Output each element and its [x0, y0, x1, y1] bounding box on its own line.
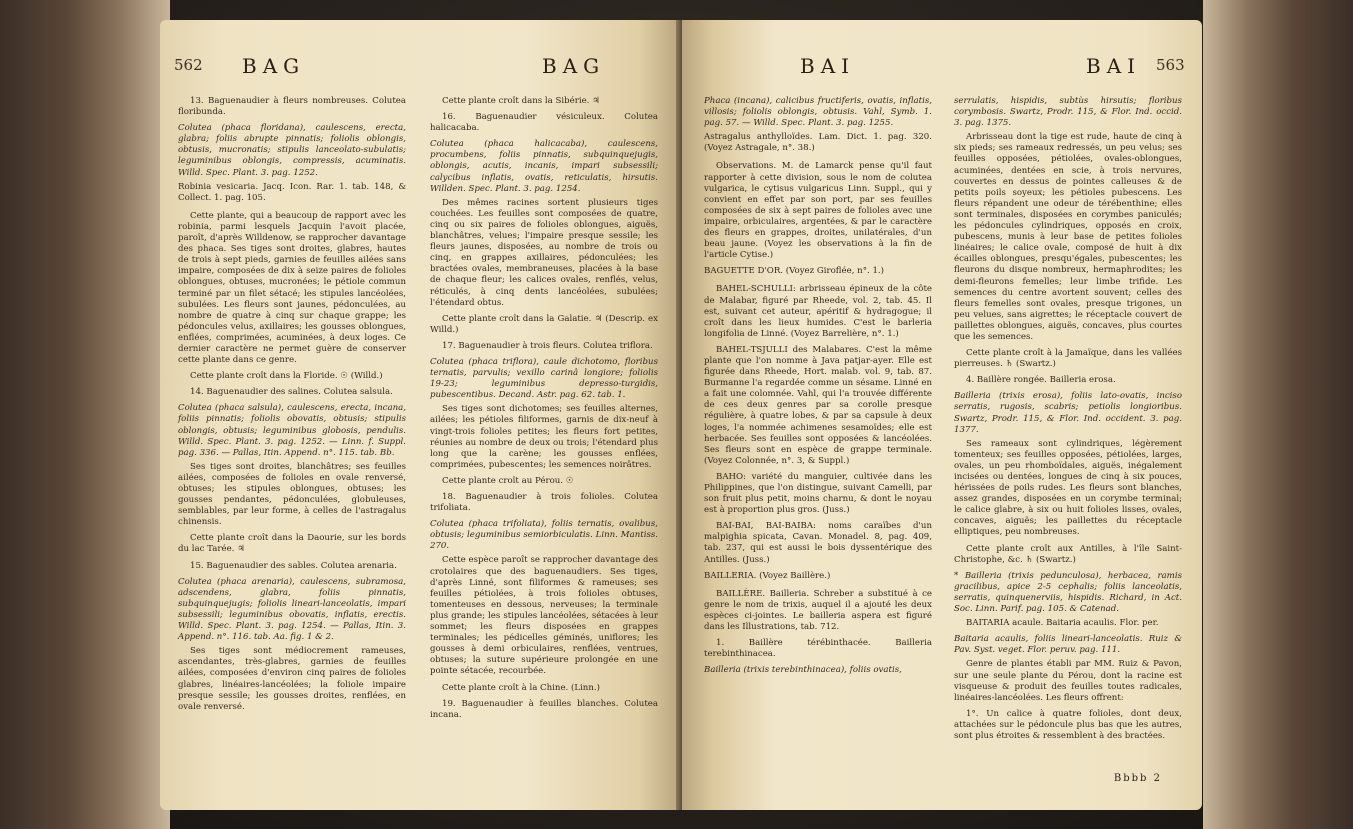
paragraph: 19. Baguenaudier à feuilles blanches. Colutea incana. [430, 698, 658, 720]
paragraph: Colutea (phaca trifoliata), foliis ternatis, ovalibus, obtusis; leguminibus semiorbiculatis. Linn. Mantiss. 270. [430, 519, 658, 552]
book-edge-right [1203, 0, 1353, 829]
book-edge-left [0, 0, 170, 829]
paragraph: 14. Baguenaudier des salines. Colutea salsula. [190, 387, 393, 398]
paragraph: BAHO: variété du manguier, cultivée dans les Philippines, que l'on distingue, suivant Camelli, par son fruit plus petit, moins charnu, & dont le noyau est à proportion plus gros. (Juss.) [704, 471, 932, 516]
paragraph: 1°. Un calice à quatre folioles, dont deux, attachées sur le pédoncule plus bas que les autres, sont plus étroites & ressemblent à des bractées. [954, 708, 1182, 741]
left-running-head-right: BAG [542, 54, 606, 78]
paragraph: 4. Baillère rongée. Bailleria erosa. [966, 375, 1116, 386]
left-page [160, 20, 680, 810]
left-column-1 [178, 96, 406, 718]
paragraph: Cette plante croît dans la Floride. ☉ (Willd.) [190, 371, 383, 382]
paragraph: Ses tiges sont droites, blanchâtres; ses feuilles ailées, composées de folioles en ovale renversé, obtuses; les stipules oblongues, obtuses; les gousses pendantes, pédonculées, globuleuses, semblables, par leur forme, à celles de l'astragalus chinensis. [178, 461, 406, 528]
paragraph: BAILLERIA. (Voyez Baillère.) [704, 570, 831, 581]
paragraph: 17. Baguenaudier à trois fleurs. Colutea triflora. [442, 340, 653, 351]
paragraph: Cette plante, qui a beaucoup de rapport avec les robinia, parmi lesquels Jacquin l'avoit placée, paroît, d'après Willdenow, se rapprocher davantage des phaca. Ses tiges sont droites, glabres, hautes de trois à sept pieds, garnies de feuilles ailées sans impaire, composées de dix à seize paires de folioles oblongues, obtuses, mucronées; le pétiole commun terminé par un filet sétacé; les stipules lancéolées, subulées. Les fleurs sont jaunes, pédonculées, au nombre de quatre à cinq sur chaque grappe; les pédoncules velus, axillaires; les gousses oblongues, enflées, comprimées, acuminées, à deux loges. Ce dernier caractère ne permet guère de conserver cette plante dans ce genre. [178, 210, 406, 366]
paragraph: Colutea (phaca floridana), caulescens, erecta, glabra; foliis abrupte pinnatis; foliolis oblongis, obtusis, mucronatis; stipulis lanceolato-subulatis; leguminibus oblongis, compressis, acuminatis. Willd. Spec. Plant. 3. pag. 1252. [178, 123, 406, 178]
paragraph: Colutea (phaca salsula), caulescens, erecta, incana, foliis pinnatis; foliolis obovatis, obtusis; stipulis oblongis, obtusis; leguminibus globosis, pendulis. Willd. Spec. Plant. 3. pag. 1252. — Linn. f. Suppl. pag. 336. — Pallas, Itin. Append. n°. 115. tab. Bb. [178, 403, 406, 458]
paragraph: Cette plante croît dans la Galatie. ♃ (Descrip. ex Willd.) [430, 313, 658, 335]
right-page [682, 20, 1202, 810]
paragraph: Bailleria (trixis erosa), foliis lato-ovatis, inciso serratis, rugosis, scabris; petiolis longioribus. Swartz, Prodr. 115, & Flor. Ind. occident. 3. pag. 1377. [954, 391, 1182, 435]
paragraph: Colutea (phaca halicacaba), caulescens, procumbens, foliis pinnatis, subquinquejugis, oblongis, acutis, incanis, impari subsessili; calycibus inflatis, ovatis, reticulatis, hirsutis. Willden. Spec. Plant. 3. pag. 1254. [430, 139, 658, 194]
left-page-number: 562 [174, 56, 203, 74]
paragraph: Cette plante croît aux Antilles, à l'île Saint-Christophe, &c. ♄ (Swartz.) [954, 543, 1182, 565]
paragraph: Colutea (phaca triflora), caule dichotomo, floribus ternatis, parvulis; vexillo carinâ longiore; foliolis 19-23; leguminibus depresso-turgidis, pubescentibus. Decand. Astr. pag. 62. tab. 1. [430, 356, 658, 401]
paragraph: Baitaria acaulis, foliis lineari-lanceolatis. Ruiz & Pav. Syst. veget. Flor. peruv. pag. 111. [954, 634, 1182, 656]
paragraph: Colutea (phaca arenaria), caulescens, subramosa, adscendens, glabra, foliis pinnatis, subquinquejugis; foliolis lineari-lanceolatis, impari subsessili; leguminibus obovatis, inflatis, erectis. Willd. Spec. Plant. 3. pag. 1254. — Pallas, Itin. 3. Append. n°. 116. tab. Aa. fig. 1 & 2. [178, 576, 406, 643]
paragraph: Astragalus anthylloïdes. Lam. Dict. 1. pag. 320. (Voyez Astragale, n°. 38.) [704, 132, 932, 154]
paragraph: serrulatis, hispidis, subtùs hirsutis; floribus corymbosis. Swartz, Prodr. 115, & Flor. Ind. occid. 3. pag. 1375. [954, 96, 1182, 129]
paragraph: Robinia vesicaria. Jacq. Icon. Rar. 1. tab. 148, & Collect. 1. pag. 105. [178, 181, 406, 203]
right-column-2 [954, 96, 1182, 747]
signature-mark: Bbbb 2 [1113, 773, 1162, 784]
paragraph: Ses tiges sont médiocrement rameuses, ascendantes, très-glabres, garnies de feuilles ailées, composées d'environ cinq paires de folioles glabres, linéaires-lancéolées; la foliole impaire presque sessile; les gousses droites, renflées, en ovale renversé. [178, 646, 406, 712]
paragraph: Genre de plantes établi par MM. Ruiz & Pavon, sur une seule plante du Pérou, dont la racine est visqueuse & produit des feuilles toutes radicales, linéaires-lancéolées. Les fleurs offrent: [954, 659, 1182, 703]
paragraph: Arbrisseau dont la tige est rude, haute de cinq à six pieds; ses rameaux redressés, un peu velus; ses feuilles opposées, pétiolées, ovales-oblongues, acuminées, dentées en scie, à trois nervures, couvertes en dessus de pointes calleuses & de petits poils soyeux; les pétioles pubescens. Les fleurs répandent une odeur de térébenthine; elles sont terminales, disposées en corymbes paniculés; les pédoncules cylindriques, opposés en croix, pubescens, munis à leur base de petites folioles linéaires; le calice ovale, composé de huit à dix écailles oblongues, presqu'égales, pubescentes; les fleurons du disque nombreux, hermaphrodites; les demi-fleurons femelles; leur limbe trifide. Les semences du centre avortent souvent; celles des fleurs femelles sont ovales, presque trigones, un peu velues, sans aigrettes; le réceptacle couvert de paillettes oblongues, aiguës, concaves, plus courtes que les semences. [954, 132, 1182, 342]
paragraph: * Bailleria (trixis pedunculosa), herbacea, ramis gracilibus, apice 2-5 cephalis; foliis lanceolatis, serratis, quinquenerviis, hispidis. Richard, in Act. Soc. Linn. Parif. pag. 105. & Catenad. [954, 570, 1182, 615]
paragraph: Ses rameaux sont cylindriques, légèrement tomenteux; ses feuilles opposées, pétiolées, larges, ovales, un peu rhomboïdales, aiguës, inégalement incisées ou dentées, longues de cinq à six pouces, hérissées de poils rudes. Les fleurs sont blanches, assez grandes, disposées en un corymbe terminal; le calice glabre, à six ou huit folioles lisses, ovales, concaves, aiguës; les paillettes du réceptacle elliptiques, peu nombreuses. [954, 438, 1182, 538]
left-column-2 [430, 96, 658, 726]
paragraph: BAI-BAI, BAI-BAIBA: noms caraïbes d'un malpighia spicata, Cavan. Monadel. 8, pag. 409, tab. 237, qui est aussi le bois dyssentérique des Antilles. (Juss.) [704, 521, 932, 565]
paragraph: BAHEL-TSJULLI des Malabares. C'est la même plante que l'on nomme à Java patjar-ayer. Elle est figurée dans Rheede, Hort. malab. vol. 9, tab. 87. Burmanne l'a regardée comme un sésame. Linné en a fait une colomnée. Vahl, qui l'a trouvée différente de ces deux genres par sa corolle presque régulière, à quatre lobes, & par sa capsule à deux loges, l'a nommée achimenes sesamoïdes; elle est herbacée. Ses feuilles sont opposées & lancéolées. Ses fleurs sont en espèce de grappe terminale. (Voyez Colonnée, n°. 3, & Suppl.) [704, 344, 932, 466]
paragraph: 18. Baguenaudier à trois folioles. Colutea trifoliata. [430, 492, 658, 514]
paragraph: Cette plante croît au Pérou. ☉ [442, 475, 574, 486]
paragraph: 16. Baguenaudier vésiculeux. Colutea halicacaba. [430, 112, 658, 134]
paragraph: Cette plante croît à la Jamaïque, dans les vallées pierreuses. ♄ (Swartz.) [954, 348, 1182, 370]
left-running-head: BAG [242, 54, 306, 78]
paragraph: Cette plante croît dans la Sibérie. ♃ [442, 96, 600, 106]
paragraph: BAHEL-SCHULLI: arbrisseau épineux de la côte de Malabar, figuré par Rheede, vol. 2, tab. 45. Il est, suivant cet auteur, apéritif & hydragogue; il croît dans les lieux humides. C'est le barleria longifolia de Linné. (Voyez Barrelière, n°. 1.) [704, 284, 932, 339]
paragraph: Observations. M. de Lamarck pense qu'il faut rapporter à cette division, sous le nom de colutea vulgarica, le cytisus vulgaricus Linn. Suppl., qui y convient en effet par son port, par ses feuilles composées de six à sept paires de folioles avec une impaire, orbiculaires, argentées, & par le caractère des fleurs en grappes, droites, unilatérales, d'un beau jaune. (Voyez les observations à la fin de l'article Cytise.) [704, 161, 932, 261]
paragraph: Cette plante croît dans la Daourie, sur les bords du lac Tarée. ♃ [178, 533, 406, 555]
paragraph: Ses tiges sont dichotomes; ses feuilles alternes, ailées; les pétioles filiformes, garnis de dix-neuf à vingt-trois folioles petites; les fleurs fort petites, réunies au nombre de deux ou trois; l'étendard plus long que la carène; les gousses enflées, comprimées, pubescentes; les semences noirâtres. [430, 404, 658, 470]
paragraph: Cette espèce paroît se rapprocher davantage des crotolaires que des baguenaudiers. Ses tiges, d'après Linné, sont filiformes & rameuses; ses feuilles pétiolées, à trois folioles obtuses, tomenteuses en dessous, nerveuses; la terminale plus grande; les stipules lancéolées, sétacées à leur sommet; les fleurs disposées en grappes terminales; les pédicelles géminés, uniflores; les gousses à demi orbiculaires, renflées, ventrues, obtuses; la suture supérieure prolongée en une pointe sétacée, recourbée. [430, 555, 658, 677]
paragraph: BAITARIA acaule. Baitaria acaulis. Flor. per. [966, 618, 1159, 629]
paragraph: Des mêmes racines sortent plusieurs tiges couchées. Les feuilles sont composées de quatre, cinq ou six paires de folioles oblongues, aiguës, blanchâtres, velues; l'impaire presque sessile; les fleurs jaunes, disposées, au nombre de trois ou cinq, en grappes axillaires, pédonculées; les bractées ovales, membraneuses, placées à la base de chaque fleur; les calices ovales, renflés, velus, réticulés, à cinq dents lancéolées, subulées; l'étendard obtus. [430, 197, 658, 308]
right-running-head: BAI [1086, 54, 1142, 78]
paragraph: Bailleria (trixis terebinthinacea), foliis ovatis, [704, 665, 902, 676]
paragraph: 1. Baillère térébinthacée. Bailleria terebinthinacea. [704, 638, 932, 660]
paragraph: Cette plante croît à la Chine. (Linn.) [442, 682, 600, 693]
right-page-number: 563 [1156, 56, 1185, 74]
paragraph: BAGUETTE D'OR. (Voyez Giroflée, n°. 1.) [704, 266, 885, 277]
paragraph: 13. Baguenaudier à fleurs nombreuses. Colutea floribunda. [178, 96, 406, 118]
paragraph: Phaca (incana), calicibus fructiferis, ovatis, inflatis, villosis; foliolis oblongis, obtusis. Vahl, Symb. 1. pag. 57. — Willd. Spec. Plant. 3. pag. 1255. [704, 96, 932, 129]
paragraph: BAILLÈRE. Bailleria. Schreber a substitué à ce genre le nom de trixis, auquel il a ajouté les deux espèces ci-jointes. Le bailleria aspera est figuré dans les Illustrations, tab. 712. [704, 588, 932, 633]
right-running-head-left: BAI [800, 54, 856, 78]
paragraph: 15. Baguenaudier des sables. Colutea arenaria. [190, 560, 397, 571]
right-column-1 [704, 96, 932, 679]
